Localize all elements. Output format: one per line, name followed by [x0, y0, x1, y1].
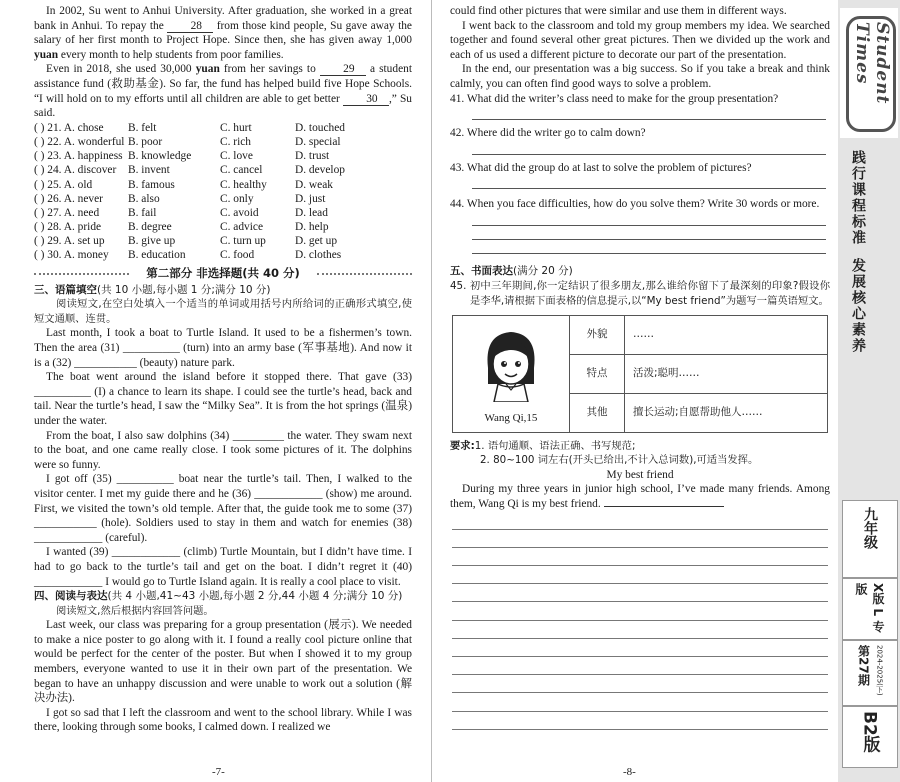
option-c: C. only [220, 192, 254, 205]
options-list [34, 121, 412, 263]
left-page [34, 4, 412, 735]
option-b: B. poor [128, 135, 163, 148]
slogan-2: 发展核心素养 [850, 258, 866, 354]
essay-opening-text: During my three years in junior high school, I’ve made many friends. Among them, Wang Qi is my best friend. [450, 483, 830, 510]
blank-28[interactable]: 28 [167, 20, 213, 33]
option-row[interactable] [34, 163, 412, 177]
section5-heading [450, 264, 830, 279]
passage3-paragraph: I got off (35) __________ boat near the turtle’s tail. Then, I walked to the visitor center. I met my guide there and he (36) ____________ (show) me around. First, we visited the town’s old temple. After that, the guide took me to some (37) ___________ (hole). Soldiers used to stay in them and watch for enemies (38) ____________ (careful). [34, 473, 412, 544]
option-b: B. degree [128, 221, 172, 234]
text: a student assistance fund (救助基金). So far, the fund has helped build five Hope Schools. “I will hold on to my efforts until all children are able to get better [34, 63, 412, 105]
text-yuan: yuan [195, 63, 220, 76]
option-d: D. just [295, 192, 326, 205]
option-d: D. clothes [295, 249, 342, 262]
section-score: (共 10 小题,每小题 1 分;满分 10 分) [97, 283, 271, 296]
option-a: ( ) 25. A. old [34, 178, 93, 191]
option-d: D. trust [295, 150, 330, 163]
right-page [450, 4, 830, 730]
section-title: 三、语篇填空 [34, 283, 97, 296]
option-c: C. turn up [220, 235, 266, 248]
answer-line-41[interactable] [472, 106, 826, 120]
table-value: 擅长运动;自愿帮助他人…… [625, 393, 828, 432]
option-c: C. food [220, 249, 255, 262]
option-b: B. famous [128, 178, 175, 191]
text-yuan: yuan [34, 48, 59, 61]
writing-line[interactable] [452, 675, 828, 693]
grade: 九年级 [862, 507, 878, 549]
issue-year: 2024-2025(下) [875, 645, 884, 696]
option-row[interactable] [34, 135, 412, 149]
option-b: B. knowledge [128, 150, 192, 163]
option-c: C. healthy [220, 178, 267, 191]
passage3-paragraph: Last month, I took a boat to Turtle Island. It used to be a fishermen’s town. Then the area (31) __________ (turn) into an army base (军事基地). And now it is a (32) ___________ (beauty) nature park. [34, 327, 412, 369]
edition: X版 L 专版 [854, 583, 885, 633]
passage4-paragraph: In the end, our presentation was a big success. So if you take a break and think calmly, you can often find good ways to solve a problem. [450, 63, 830, 90]
table-label: 其他 [570, 393, 625, 432]
writing-line[interactable] [452, 512, 828, 530]
option-d: D. get up [295, 235, 338, 248]
question-44: 44. When you face difficulties, how do you solve them? Write 30 words or more. [450, 198, 820, 211]
section-title: 五、书面表达 [450, 264, 513, 277]
option-a: ( ) 29. A. set up [34, 235, 105, 248]
option-a: ( ) 23. A. happiness [34, 150, 123, 163]
writing-line[interactable] [452, 584, 828, 602]
option-c: C. avoid [220, 206, 259, 219]
question-42: 42. Where did the writer go to calm down? [450, 127, 646, 140]
passage3-paragraph: From the boat, I also saw dolphins (34) _________ the water. They swam next to the boat, and one came really close. I took some pictures of it. The dolphins were so funny. [34, 429, 412, 471]
portrait-caption: Wang Qi,15 [484, 411, 538, 424]
writing-line[interactable] [452, 530, 828, 548]
option-c: C. love [220, 150, 253, 163]
table-value: 活泼;聪明…… [625, 354, 828, 393]
section3-instruction: 阅读短文,在空白处填入一个适当的单词或用括号内所给词的正确形式填空,使短文通顺、连贯。 [34, 298, 412, 325]
avatar-cell [453, 315, 570, 432]
info-table [452, 315, 828, 433]
option-row[interactable] [34, 192, 412, 206]
option-d: D. special [295, 135, 341, 148]
passage3-paragraph: I wanted (39) ____________ (climb) Turtle Mountain, but I didn’t have time. I had to go back to the turtle’s tail and get on the boat. I didn’t regret it (40) ____________ I would go to Turtle Island again. It is really a cool place to visit. [34, 546, 412, 588]
passage4-paragraph: Last week, our class was preparing for a group presentation (展示). We needed to make a nice poster to go along with it. I found a really cool picture online that would be perfect for the center of the poster. But when I showed it to my group members, everyone wanted to use it in their own part of the presentation. We began to have an unhappy discussion and were unable to work out a solution (解决办法). [34, 619, 412, 705]
text: from those kind people, Su gave away the salary of her first month to Project Hope. Since then, she has given away 1,000 [34, 19, 412, 47]
option-d: D. touched [295, 121, 345, 134]
option-b: B. education [128, 249, 186, 262]
writing-line[interactable] [452, 712, 828, 730]
option-d: D. develop [295, 164, 345, 177]
option-a: ( ) 24. A. discover [34, 164, 117, 177]
option-b: B. also [128, 192, 160, 205]
grade-box [842, 500, 898, 578]
question-43: 43. What did the group do at last to solve the problem of pictures? [450, 161, 752, 174]
answer-line-44[interactable] [472, 212, 826, 226]
option-b: B. invent [128, 164, 170, 177]
essay-first-line[interactable] [604, 506, 724, 507]
answer-line-44[interactable] [472, 226, 826, 240]
answer-line-44[interactable] [472, 240, 826, 254]
option-b: B. give up [128, 235, 176, 248]
option-a: ( ) 21. A. chose [34, 121, 104, 134]
page-number-right: -8- [623, 766, 636, 778]
option-d: D. lead [295, 206, 328, 219]
section-score: (共 4 小题,41~43 小题,每小题 2 分,44 小题 4 分;满分 10 分) [107, 590, 403, 603]
requirement-1: 1. 语句通顺、语法正确、书写规范; [474, 439, 636, 452]
text: In 2002, Su went to Anhui University. After graduation, she worked in a great bank in Anhui. To repay the [34, 5, 412, 32]
requirements [450, 439, 830, 468]
option-c: C. advice [220, 221, 264, 234]
option-row[interactable] [34, 121, 412, 135]
issue: 第27期 [856, 645, 871, 686]
essay-title: My best friend [606, 468, 674, 481]
page-number-left: -7- [212, 766, 225, 778]
part2-heading: 第二部分 非选择题(共 40 分) [34, 266, 412, 281]
text: from her savings to [223, 63, 316, 76]
requirements-title: 要求: [450, 439, 475, 452]
writing-line[interactable] [452, 693, 828, 711]
edition-box [842, 578, 898, 640]
writing-line[interactable] [452, 639, 828, 657]
table-label: 外貌 [570, 315, 625, 354]
option-row[interactable] [34, 178, 412, 192]
option-b: B. fail [128, 206, 157, 219]
student-times-logo: Student Times [852, 22, 892, 105]
option-row[interactable] [34, 234, 412, 248]
writing-line[interactable] [452, 621, 828, 639]
option-a: ( ) 27. A. need [34, 206, 100, 219]
writing-line[interactable] [452, 548, 828, 566]
option-row[interactable] [34, 248, 412, 262]
option-a: ( ) 26. A. never [34, 192, 103, 205]
option-d: D. weak [295, 178, 333, 191]
slogan-1: 践行课程标准 [850, 150, 866, 246]
section4-instruction: 阅读短文,然后根据内容回答问题。 [56, 604, 214, 617]
section3-heading [34, 283, 412, 298]
option-c: C. hurt [220, 121, 252, 134]
requirement-2: 2. 80~100 词左右(开头已给出,不计入总词数),可适当发挥。 [480, 454, 759, 467]
writing-prompt: 45. 初中三年期间,你一定结识了很多朋友,那么谁给你留下了最深刻的印象?假设你是李华,请根据下面表格的信息提示,以“My best friend”为题写一篇英语短文。 [450, 279, 830, 307]
answer-line-43[interactable] [472, 175, 826, 189]
writing-line[interactable] [452, 602, 828, 620]
blank-30[interactable]: 30 [343, 93, 389, 106]
option-a: ( ) 30. A. money [34, 249, 109, 262]
section-title: 四、阅读与表达 [34, 590, 108, 603]
blank-29[interactable]: 29 [320, 63, 366, 76]
option-a: ( ) 22. A. wonderful [34, 135, 125, 148]
newspaper-side-band [838, 0, 900, 782]
option-row[interactable] [34, 149, 412, 163]
table-value: …… [625, 315, 828, 354]
option-c: C. rich [220, 135, 252, 148]
passage4-paragraph: I got so sad that I left the classroom and went to the school library. While I was there, looking through some books, I calmed down. I realized we [34, 706, 412, 734]
writing-line[interactable] [452, 657, 828, 675]
section-score: (满分 20 分) [513, 264, 573, 277]
option-d: D. help [295, 221, 329, 234]
option-c: C. cancel [220, 164, 263, 177]
passage4-paragraph: could find other pictures that were similar and use them in different ways. [450, 5, 787, 17]
page-divider [431, 0, 432, 782]
section4-heading [34, 589, 412, 604]
text: Even in 2018, she used 30,000 [46, 63, 192, 76]
passage4-paragraph: I went back to the classroom and told my group members my idea. We searched together and found several other great pictures. Then we divided up the work and each of us used a different picture to decorate our part of the presentation. [450, 19, 830, 61]
text: every month to help students from poor families. [60, 48, 284, 61]
essay-opening [450, 482, 830, 511]
answer-line-42[interactable] [472, 141, 826, 155]
version: B2版 [859, 711, 880, 753]
version-box [842, 706, 898, 768]
girl-portrait-icon [476, 324, 546, 402]
option-b: B. felt [128, 121, 157, 134]
cloze-paragraph-2 [34, 62, 412, 120]
writing-line[interactable] [452, 566, 828, 584]
issue-box [842, 640, 898, 706]
logo-area [840, 8, 898, 138]
option-a: ( ) 28. A. pride [34, 221, 102, 234]
text: ,” Su said. [34, 92, 412, 120]
table-label: 特点 [570, 354, 625, 393]
passage3-paragraph: The boat went around the island before it stopped there. That gave (33) __________ (I) a chance to learn its shape. I could see the turtle’s head, back and tail. Near the turtle’s head, I saw the “Milky Sea”. It is from the hot springs (温泉) under the water. [34, 371, 412, 427]
writing-area[interactable] [450, 512, 830, 730]
option-row[interactable] [34, 206, 412, 220]
option-row[interactable] [34, 220, 412, 234]
cloze-paragraph-1 [34, 4, 412, 62]
question-41: 41. What did the writer’s class need to make for the group presentation? [450, 92, 779, 105]
